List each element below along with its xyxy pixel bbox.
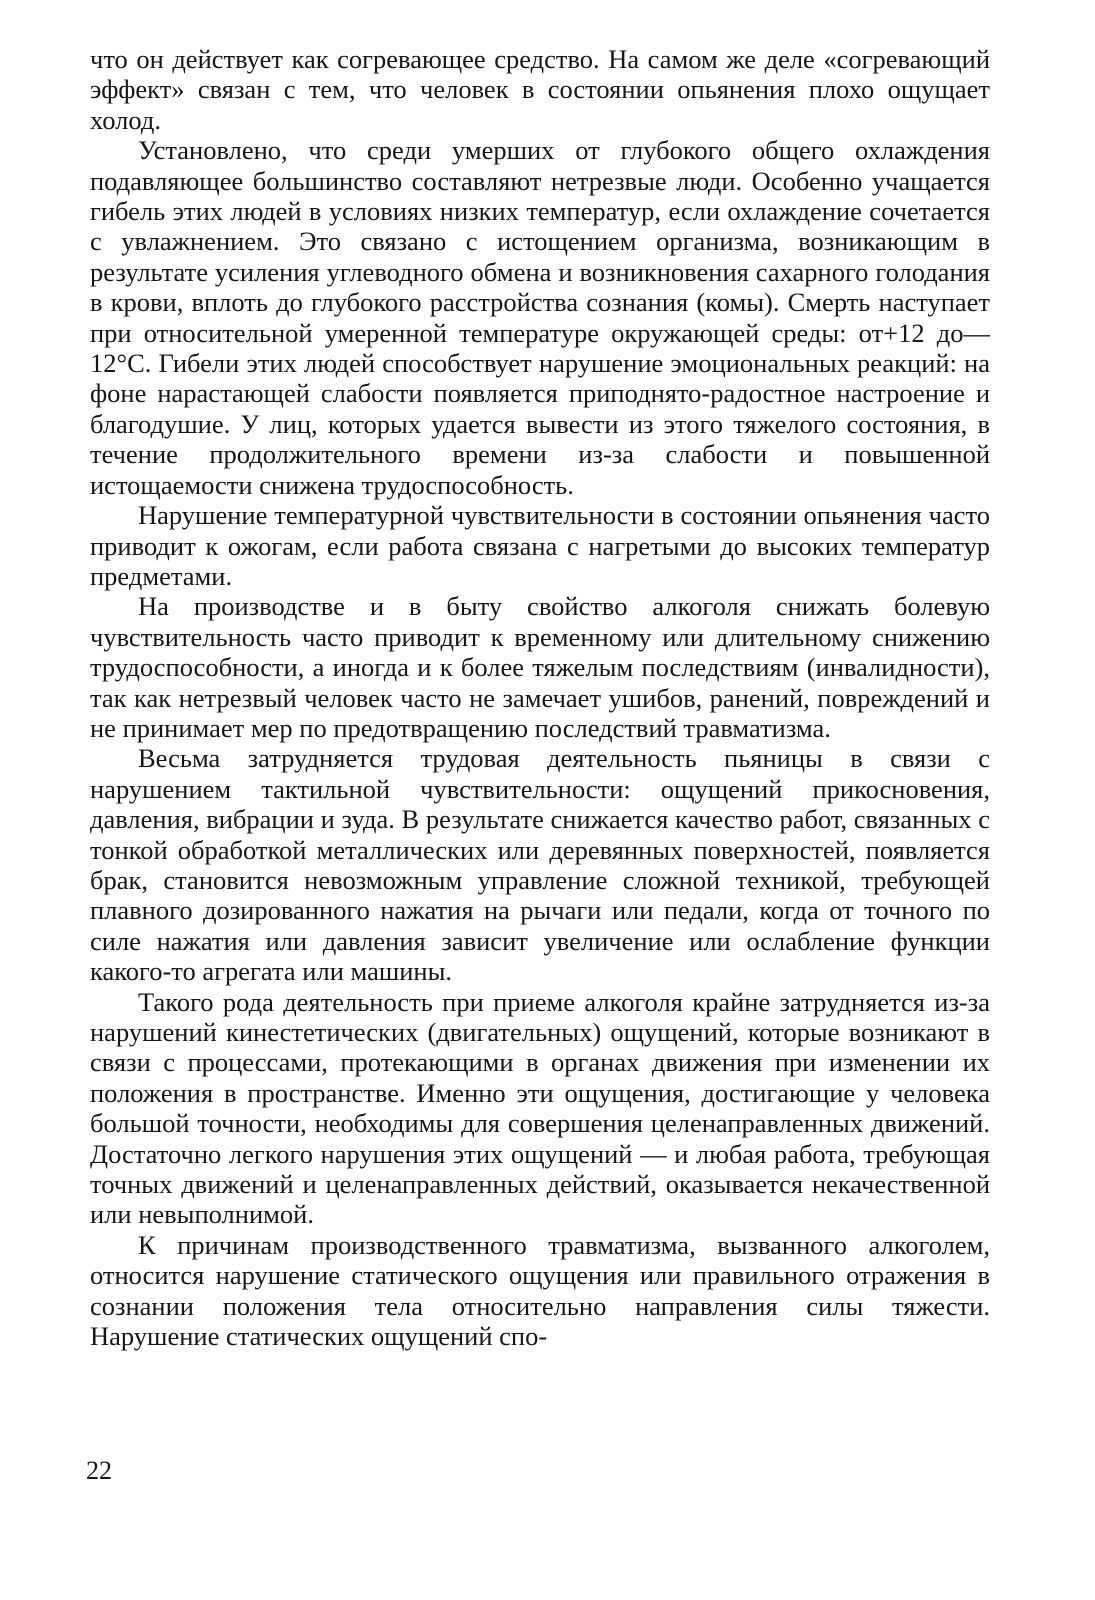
paragraph-continuation: что он действует как согревающее средство. На самом же деле «согревающий эффект» связан с тем, что человек в состоянии опьянения плохо ощущает холод.: [90, 44, 990, 135]
page-number: 22: [86, 1456, 112, 1485]
paragraph-hypothermia: Установлено, что среди умерших от глубокого общего охлаждения подавляющее большинство составляют нетрезвые люди. Особенно учащается гибель этих людей в условиях низких температур, если охлаждение сочетается с увлажнением. Это связано с истощением организма, возникающим в результате усиления углеводного обмена и возникновения сахарного голодания в крови, вплоть до глубокого расстройства сознания (комы). Смерть наступает при относительной умеренной температуре окружающей среды: от+12 до—12°С. Гибели этих людей способствует нарушение эмоциональных реакций: на фоне нарастающей слабости появляется приподнято-радостное настроение и благодушие. У лиц, которых удается вывести из этого тяжелого состояния, в течение продолжительного времени из-за слабости и повышенной истощаемости снижена трудоспособность.: [90, 135, 990, 500]
paragraph-temperature-sensitivity: Нарушение температурной чувствительности в состоянии опьянения часто приводит к ожогам, если работа связана с нагретыми до высоких температур предметами.: [90, 500, 990, 591]
paragraph-tactile-sensitivity: Весьма затрудняется трудовая деятельность пьяницы в связи с нарушением тактильной чувствительности: ощущений прикосновения, давления, вибрации и зуда. В результате снижается качество работ, связанных с тонкой обработкой металлических или деревянных поверхностей, появляется брак, становится невозможным управление сложной техникой, требующей плавного дозированного нажатия на рычаги или педали, когда от точного по силе нажатия или давления зависит увеличение или ослабление функции какого-то агрегата или машины.: [90, 743, 990, 987]
paragraph-kinesthetic-sensations: Такого рода деятельность при приеме алкоголя крайне затрудняется из-за нарушений кинестетических (двигательных) ощущений, которые возникают в связи с процессами, протекающими в органах движения при изменении их положения в пространстве. Именно эти ощущения, достигающие у человека большой точности, необходимы для совершения целенаправленных движений. Достаточно легкого нарушения этих ощущений — и любая работа, требующая точных движений и целенаправленных действий, оказывается некачественной или невыполнимой.: [90, 986, 990, 1230]
body-text: [90, 44, 990, 1351]
paragraph-static-sensation: К причинам производственного травматизма, вызванного алкоголем, относится нарушение статического ощущения или правильного отражения в сознании положения тела относительно направления силы тяжести. Нарушение статических ощущений спо-: [90, 1229, 990, 1352]
paragraph-pain-sensitivity: На производстве и в быту свойство алкоголя снижать болевую чувствительность часто приводит к временному или длительному снижению трудоспособности, а иногда и к более тяжелым последствиям (инвалидности), так как нетрезвый человек часто не замечает ушибов, ранений, повреждений и не принимает мер по предотвращению последствий травматизма.: [90, 591, 990, 743]
